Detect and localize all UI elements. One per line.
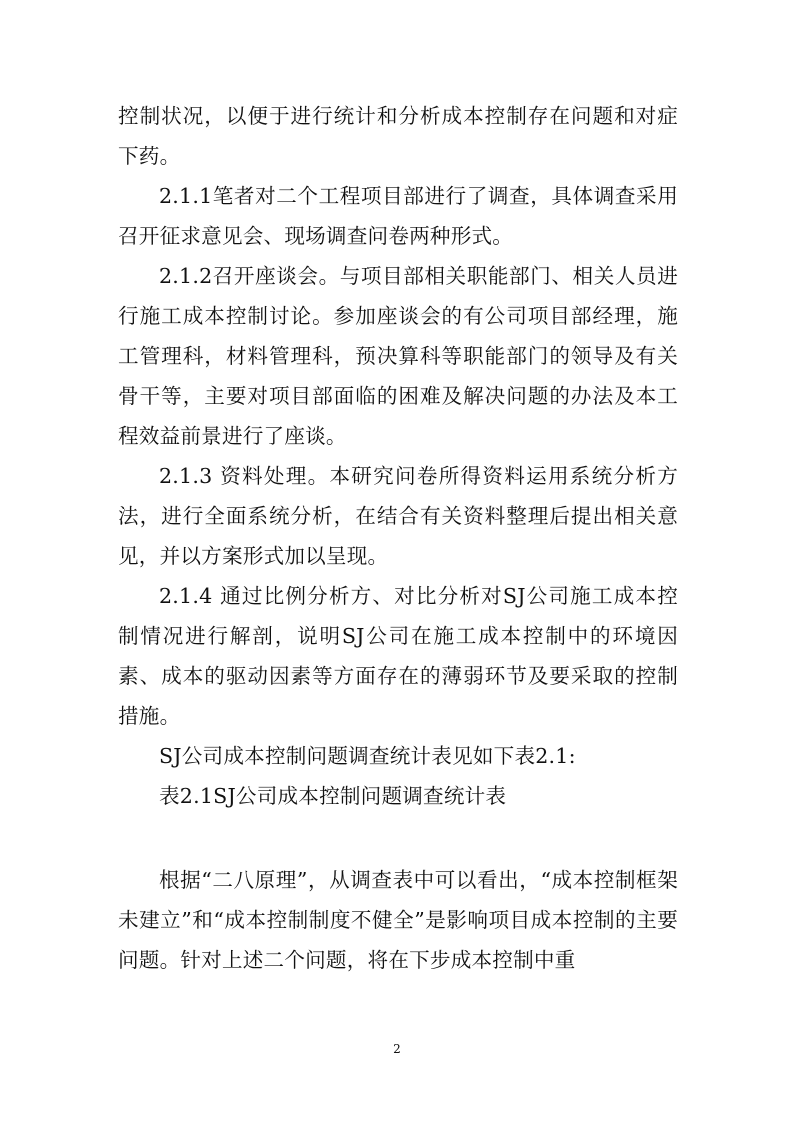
paragraph-continuation: 控制状况，以便于进行统计和分析成本控制存在问题和对症下药。 xyxy=(118,104,678,168)
table-caption: 表2.1SJ公司成本控制问题调查统计表 xyxy=(159,784,507,808)
missing-table-space xyxy=(118,816,678,860)
paragraph-2-1-1: 2.1.1笔者对二个工程项目部进行了调查，具体调查采用召开征求意见会、现场调查问卷两种形式。 xyxy=(118,184,678,248)
paragraph-2-1-4: 2.1.4 通过比例分析方、对比分析对SJ公司施工成本控制情况进行解剖，说明SJ公司在施工成本控制中的环境因素、成本的驱动因素等方面存在的薄弱环节及要采取的控制措施。 xyxy=(118,584,678,728)
paragraph-analysis: 根据“二八原理”，从调查表中可以看出，“成本控制框架未建立”和“成本控制制度不健全”是影响项目成本控制的主要问题。针对上述二个问题，将在下步成本控制中重 xyxy=(118,868,678,972)
page-number: 2 xyxy=(393,1042,401,1056)
paragraph-2-1-3: 2.1.3 资料处理。本研究问卷所得资料运用系统分析方法，进行全面系统分析，在结合有关资料整理后提出相关意见，并以方案形式加以呈现。 xyxy=(118,464,678,568)
table-reference: SJ公司成本控制问题调查统计表见如下表2.1: xyxy=(159,744,576,768)
body-text xyxy=(118,96,678,980)
paragraph-2-1-2: 2.1.2召开座谈会。与项目部相关职能部门、相关人员进行施工成本控制讨论。参加座谈会的有公司项目部经理，施工管理科，材料管理科，预决算科等职能部门的领导及有关骨干等，主要对项目部面临的困难及解决问题的办法及本工程效益前景进行了座谈。 xyxy=(118,264,678,448)
